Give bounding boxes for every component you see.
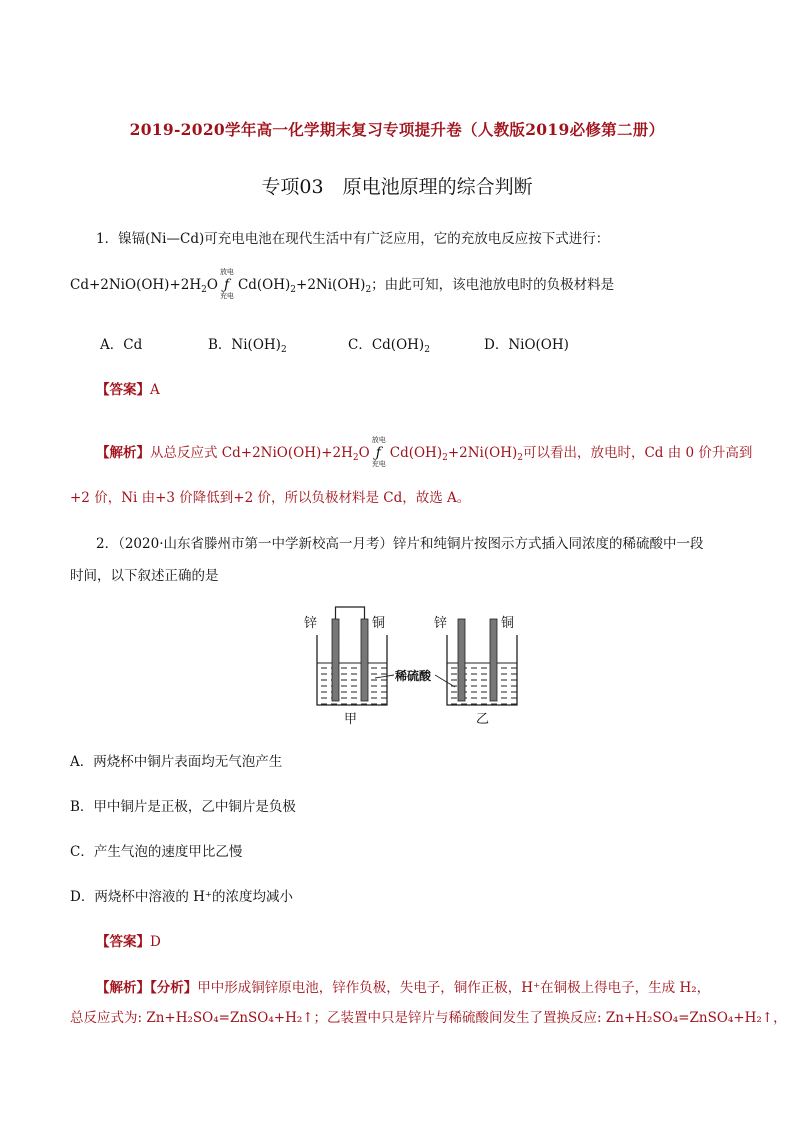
q2-analysis-line1: 【解析】【分析】甲中形成铜锌原电池，锌作负极，失电子，铜作正极，H⁺在铜极上得电子，生成 H₂， [96,980,711,996]
beaker-figure [300,605,530,730]
q1-equation [70,267,615,300]
q1-eq-sub: 2 [201,285,207,295]
reversible-arrow-icon [219,267,236,300]
q2-option-c: C．产生气泡的速度甲比乙慢 [70,844,243,860]
q1-eq-sub: 2 [290,285,297,295]
q2-option-a: A．两烧杯中铜片表面均无气泡产生 [70,754,283,770]
analysis-label: 【解析】【分析】 [96,980,198,996]
reversible-arrow-icon: 放电 ƒ 充电 [371,435,386,468]
acid-solution-jia [317,663,387,705]
q1-option-c: C．$Cd(OH)_2$ [348,337,430,355]
q2-option-d: D．两烧杯中溶液的 H⁺的浓度均减小 [70,889,294,905]
q2-answer [96,930,161,950]
copper-plate-yi [490,619,497,701]
q1-analysis-line1: 【解析】从总反应式 $Cd+2NiO(OH)+2H_2O$ 放电 ƒ 充电 $Cd(OH)_2+2Ni(OH)_2$可以看出，放电时，Cd 由 0 价升高到 [96,435,753,468]
q2-analysis-line2: 总反应式为: Zn+H₂SO₄=ZnSO₄+H₂↑；乙装置中只是锌片与稀硫酸间发生了置换反应: Zn+H₂SO₄=ZnSO₄+H₂↑， [70,1010,787,1026]
q1-analysis-line2: +2 价，Ni 由+3 价降低到+2 价，所以负极材料是 Cd，故选 A。 [70,490,471,506]
q2-option-b: B．甲中铜片是正极，乙中铜片是负极 [70,799,296,815]
arrow-top-label: 放电 [219,267,234,276]
arrow-bottom-label: 充电 [219,291,234,300]
q1-option-d: D．NiO(OH) [484,337,569,353]
q2-stem-line2: 时间，以下叙述正确的是 [70,568,219,584]
zinc-plate-jia [332,619,339,701]
acid-label: 稀硫酸 [395,669,432,683]
q1-eq-right2: +2Ni(OH) [296,277,366,293]
q1-eq-sub: 2 [365,285,372,295]
zinc-plate-yi [458,619,465,701]
copper-label-yi: 铜 [501,616,515,631]
answer-value: D [150,934,161,950]
answer-label: 【答案】 [96,934,150,950]
copper-label-jia: 铜 [372,616,386,631]
q2-stem-line1: 2．（2020·山东省滕州市第一中学新校高一月考）锌片和纯铜片按图示方式插入同浓度的稀硫酸中一段 [96,536,704,552]
q1-options [100,333,569,355]
zinc-label-yi: 锌 [434,616,448,631]
beaker-label-yi: 乙 [476,712,490,727]
q1-eq-left: Cd+2NiO(OH)+2H [70,277,202,293]
acid-solution-yi [447,663,517,705]
answer-value: A [150,382,160,398]
zinc-label-jia: 锌 [304,616,318,631]
arrow-mid-glyph: ƒ [223,276,230,293]
q1-option-a: A．Cd [100,337,143,353]
q1-stem: 1．镍镉(Ni—Cd)可充电电池在现代生活中有广泛应用，它的充放电反应按下式进行： [96,231,610,247]
q1-answer [96,378,160,398]
q1-eq-o: O [206,277,218,293]
copper-plate-jia [361,619,368,701]
answer-label: 【答案】 [96,382,150,398]
beaker-label-jia: 甲 [344,712,358,727]
q1-eq-tail: ；由此可知，该电池放电时的负极材料是 [371,277,615,293]
connecting-wire [336,607,365,619]
section-title: 专项03 原电池原理的综合判断 [261,176,533,198]
document-header-title: 2019-2020学年高一化学期末复习专项提升卷（人教版2019必修第二册） [129,120,665,139]
beaker-jia [304,607,387,727]
beaker-yi [434,615,517,727]
q1-eq-right1: Cd(OH) [237,277,291,293]
analysis-label: 【解析】 [96,445,150,461]
q1-option-b: B．$Ni(OH)_2$ [208,337,287,355]
